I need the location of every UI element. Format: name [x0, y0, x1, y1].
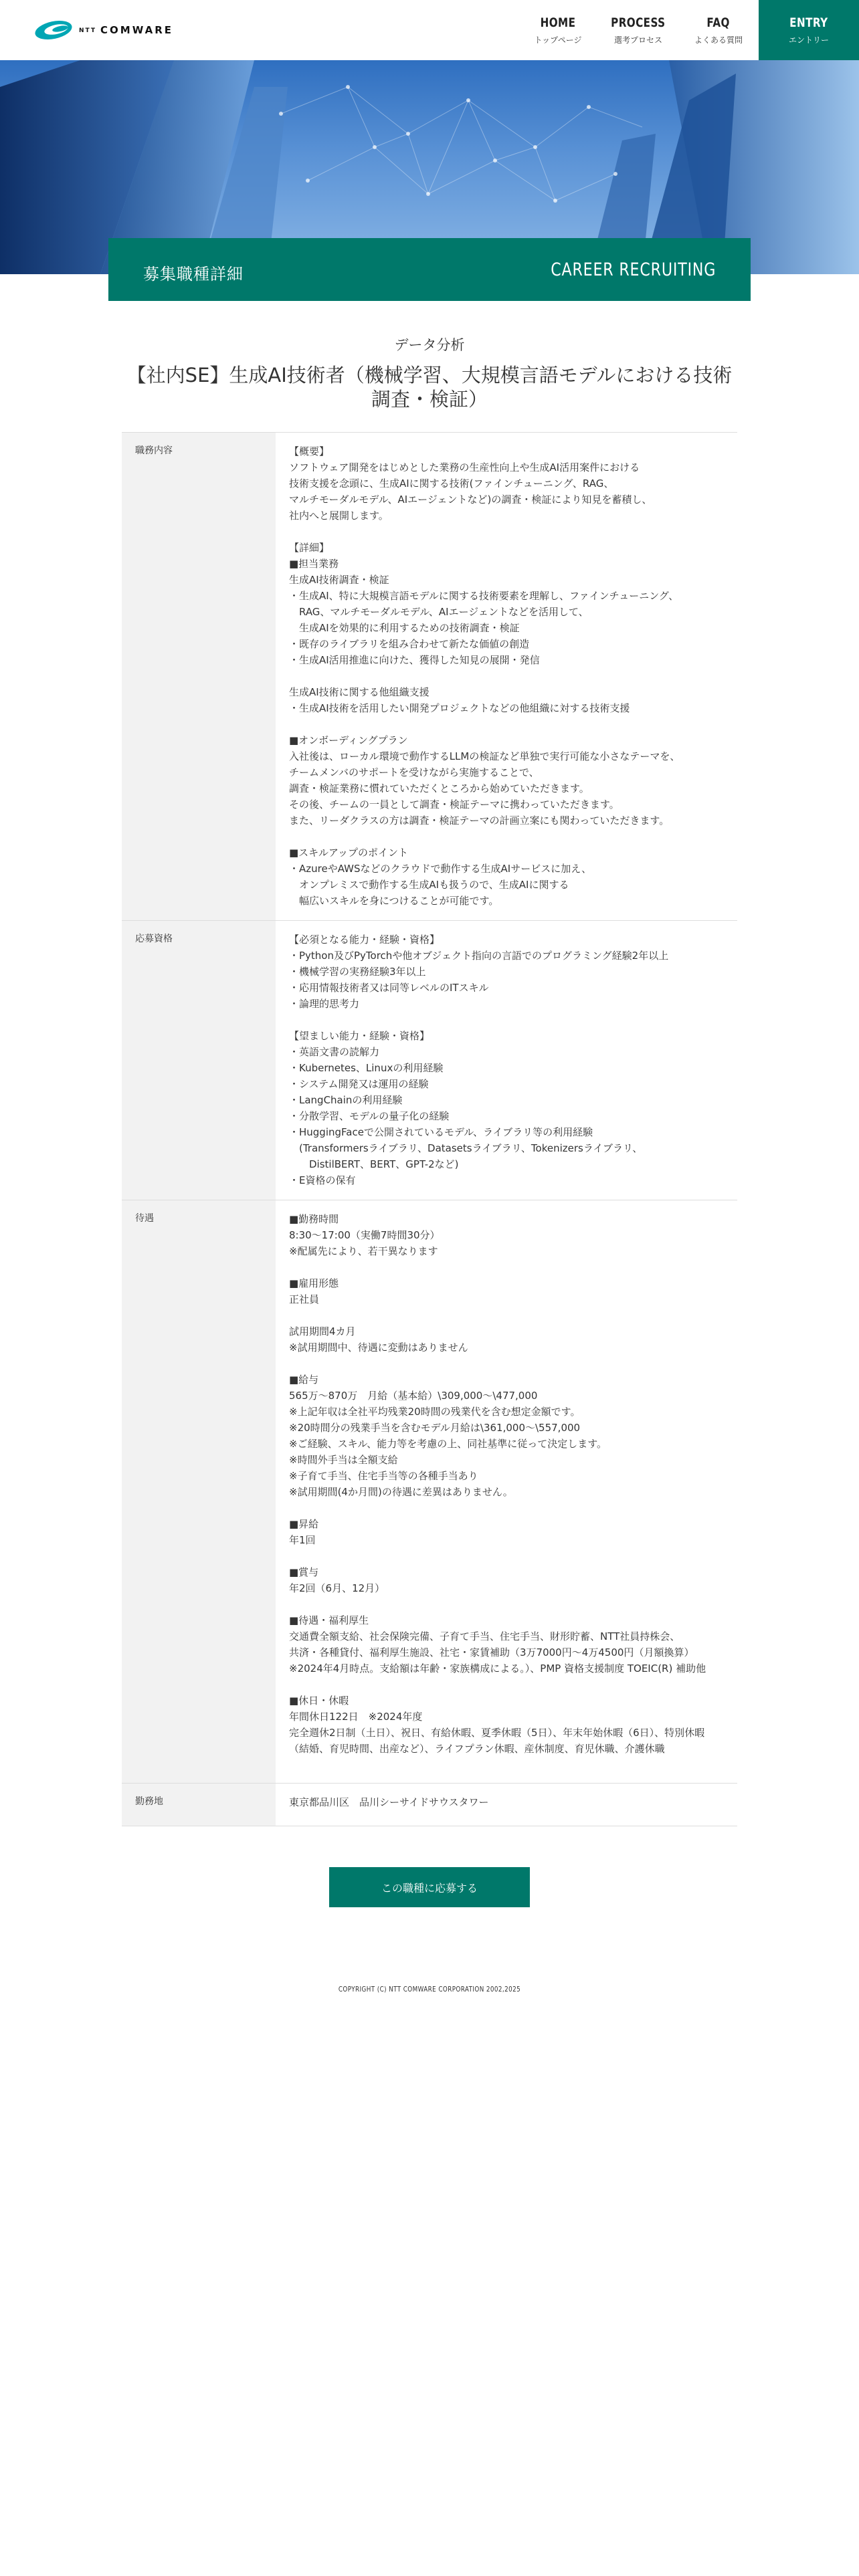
nav-home[interactable] [518, 0, 598, 60]
page-title-en: CAREER RECRUITING [550, 259, 716, 280]
row-label: 待遇 [122, 1200, 276, 1783]
row-content: ■勤務時間 8:30～17:00（実働7時間30分） ※配属先により、若干異なります ■雇用形態 正社員 試用期間4カ月 ※試用期間中、待遇に変動はありません ■給与 565万～870万 月給（基本給）\309,000～\477,000 ※上記年収は全社平均残業20時間の残業代を含む想定金額です。 ※20時間分の残業手当を含むモデル月給は\361,000～\557,000 ※ご経験、スキル、能力等を考慮の上、同社基準に従って決定します。 ※時間外手当は全額支給 ※子育て手当、住宅手当等の各種手当あり ※試用期間(4か月間)の待遇に差異はありません。 ■昇給 年1回 ■賞与 年2回（6月、12月） ■待遇・福利厚生 交通費全額支給、社会保険完備、子育て手当、住宅手当、財形貯蓄、NTT社員持株会、 共済・各種貸付、福利厚生施設、社宅・家賃補助（3万7000円～4万4500円（月額換算） ※2024年4月時点。支給額は年齢・家族構成による。）、PMP 資格支援制度 TOEIC(R) 補助他 ■休日・休暇 年間休日122日 ※2024年度 完全週休2日制（土日）、祝日、有給休暇、夏季休暇（5日）、年末年始休暇（6日）、特別休暇（結婚、育児時間、出産など）、ライフプラン休暇、産休制度、育児休職、介護休職 [289, 1213, 706, 1755]
job-title: 【社内SE】生成AI技術者（機械学習、大規模言語モデルにおける技術調査・検証） [126, 364, 733, 411]
row-label: 勤務地 [122, 1784, 276, 1826]
nav-process-ja: 選考プロセス [613, 35, 662, 45]
table-row-duties [122, 433, 737, 921]
nav-process[interactable] [598, 0, 678, 60]
logo-text: NTT COMWARE [79, 24, 173, 36]
nav-entry-en: ENTRY [789, 15, 828, 30]
table-row-conditions [122, 1200, 737, 1784]
nav-faq-en: FAQ [706, 15, 731, 30]
nav-home-en: HOME [540, 15, 576, 30]
logo-mark-icon [33, 20, 76, 40]
page-title: 募集職種詳細 [143, 265, 244, 284]
page-title-band [108, 238, 751, 301]
row-content: 【必須となる能力・経験・資格】 ・Python及びPyTorchや他オブジェクト指向の言語でのプログラミング経験2年以上 ・機械学習の実務経験3年以上 ・応用情報技術者又は同等レベルのITスキル ・論理的思考力 【望ましい能力・経験・資格】 ・英語文書の読解力 ・Kubernetes、Linuxの利用経験 ・システム開発又は運用の経験 ・LangChainの利用経験 ・分散学習、モデルの量子化の経験 ・HuggingFaceで公開されているモデル、ライブラリ等の利用経験 (Transformersライブラリ、Datasetsライブラリ、Tokenizersライブラリ、 DistilBERT、BERT、GPT-2など) ・E資格の保有 [289, 934, 669, 1186]
table-row-requirements [122, 921, 737, 1200]
apply-button[interactable]: この職種に応募する [329, 1867, 530, 1907]
row-label: 応募資格 [122, 921, 276, 1200]
nav-process-en: PROCESS [611, 15, 666, 30]
row-content: 東京都品川区 品川シーサイドサウスタワー [289, 1796, 489, 1808]
nav-faq-ja: よくある質問 [694, 35, 743, 45]
logo[interactable] [33, 19, 173, 41]
nav-faq[interactable] [678, 0, 759, 60]
row-content: 【概要】 ソフトウェア開発をはじめとした業務の生産性向上や生成AI活用案件における 技術支援を念頭に、生成AIに関する技術(ファインチューニング、RAG、 マルチモーダルモデル、AIエージェントなど)の調査・検証により知見を蓄積し、 社内へと展開します。 【詳細】 ■担当業務 生成AI技術調査・検証 ・生成AI、特に大規模言語モデルに関する技術要素を理解し、ファインチューニング、 RAG、マルチモーダルモデル、AIエージェントなどを活用して、 生成AIを効果的に利用するための技術調査・検証 ・既存のライブラリを組み合わせて新たな価値の創造 ・生成AI活用推進に向けた、獲得した知見の展開・発信 生成AI技術に関する他組織支援 ・生成AI技術を活用したい開発プロジェクトなどの他組織に対する技術支援 ■オンボーディングプラン 入社後は、ローカル環境で動作するLLMの検証など単独で実行可能な小さなテーマを、 チームメンバのサポートを受けながら実施することで、 調査・検証業務に慣れていただくところから始めていただきます。 その後、チームの一員として調査・検証テーマに携わっていただきます。 また、リーダクラスの方は調査・検証テーマの計画立案にも関わっていただきます。 ■スキルアップのポイント ・AzureやAWSなどのクラウドで動作する生成AIサービスに加え、 オンプレミスで動作する生成AIも扱うので、生成AIに関する 幅広いスキルを身につけることが可能です。 [289, 445, 680, 907]
main-nav [518, 0, 859, 60]
nav-home-ja: トップページ [534, 35, 582, 45]
job-details-table [122, 432, 737, 1826]
nav-entry-button[interactable] [759, 0, 859, 60]
row-label: 職務内容 [122, 433, 276, 920]
copyright: COPYRIGHT (C) NTT COMWARE CORPORATION 2002,2025 [338, 1985, 521, 1994]
nav-entry-ja: エントリー [788, 35, 829, 45]
job-category: データ分析 [394, 337, 465, 353]
site-header [0, 0, 859, 60]
table-row-location [122, 1784, 737, 1826]
